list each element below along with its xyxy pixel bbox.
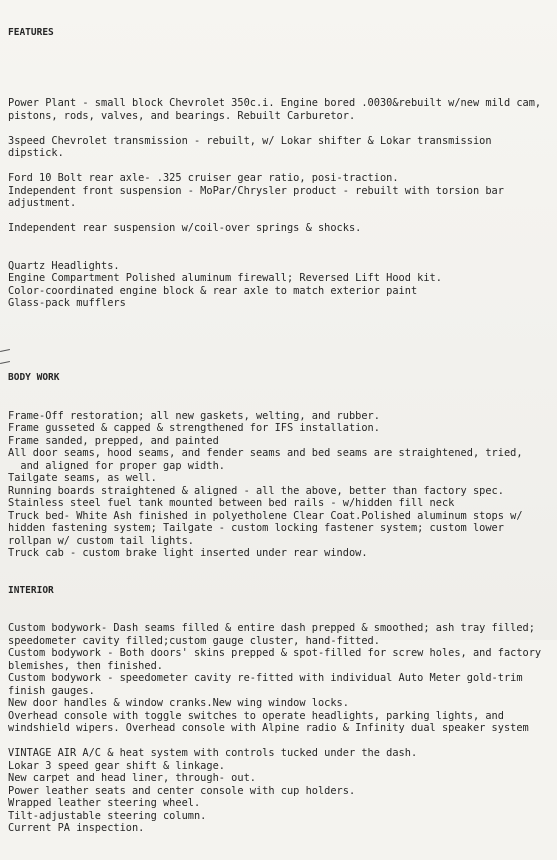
text-line: Ford 10 Bolt rear axle- .325 cruiser gear ratio, posi-traction.: [8, 172, 399, 184]
text-line: Custom bodywork - Both doors' skins prepped & spot-filled for screw holes, and factory: [8, 647, 542, 659]
text-line: New carpet and head liner, through- out.: [8, 772, 256, 784]
text-line: Current PA inspection.: [8, 822, 145, 834]
text-line: [8, 160, 555, 173]
text-line: New door handles & window cranks.New wing window locks.: [8, 697, 349, 709]
text-line: Power leather seats and center console with cup holders.: [8, 784, 356, 797]
text-line: 3speed Chevrolet transmission - rebuilt, w/ Lokar shifter & Lokar transmission: [8, 134, 492, 147]
text-line: Tailgate seams, as well.: [8, 472, 157, 484]
text-line: Color-coordinated engine block & rear axle to match exterior paint: [8, 284, 418, 297]
text-line: speedometer cavity filled;custom gauge cluster, hand-fitted.: [8, 634, 380, 647]
text-line: [8, 235, 555, 248]
text-line: All door seams, hood seams, and fender seams and bed seams are straightened, tried,: [8, 447, 523, 459]
text-line: Custom bodywork- Dash seams filled & entire dash prepped & smoothed; ash tray filled;: [8, 622, 535, 634]
text-line: Running boards straightened & aligned - all the above, better than factory spec.: [8, 484, 504, 497]
text-line: Quartz Headlights.: [8, 259, 120, 272]
text-line: VINTAGE AIR A/C & heat system with controls tucked under the dash.: [8, 747, 418, 759]
text-line: rollpan w/ custom tail lights.: [8, 534, 194, 547]
body-work-list: [8, 410, 555, 560]
features-list: [8, 97, 555, 310]
text-line: Engine Compartment Polished aluminum firewall; Reversed Lift Hood kit.: [8, 272, 442, 284]
text-line: [8, 247, 555, 260]
text-line: Frame-Off restoration; all new gaskets, welting, and rubber.: [8, 409, 380, 422]
text-line: Overhead console with toggle switches to operate headlights, parking lights, and: [8, 709, 504, 722]
interior-list: [8, 622, 555, 835]
text-line: adjustment.: [8, 197, 77, 209]
text-line: windshield wipers. Overhead console with Alpine radio & Infinity dual speaker system: [8, 722, 529, 734]
text-line: Lokar 3 speed gear shift & linkage.: [8, 759, 225, 772]
text-line: Independent front suspension - MoPar/Chrysler product - rebuilt with torsion bar: [8, 184, 504, 197]
text-line: dipstick.: [8, 147, 64, 159]
text-line: Power Plant - small block Chevrolet 350c.i. Engine bored .0030&rebuilt w/new mild cam,: [8, 97, 542, 109]
text-line: pistons, rods, valves, and bearings. Rebuilt Carburetor.: [8, 109, 356, 122]
text-line: [8, 210, 555, 223]
text-line: Tilt-adjustable steering column.: [8, 809, 207, 822]
text-line: Frame sanded, prepped, and painted: [8, 434, 219, 447]
text-line: [8, 122, 555, 135]
text-line: Stainless steel fuel tank mounted between bed rails - w/hidden fill neck: [8, 497, 455, 509]
interior-heading: INTERIOR: [8, 584, 54, 596]
text-line: finish gauges.: [8, 684, 95, 697]
text-line: Truck bed- White Ash finished in polyetholene Clear Coat.Polished aluminum stops w/: [8, 509, 523, 522]
features-heading: FEATURES: [8, 27, 54, 38]
text-line: Custom bodywork - speedometer cavity re-fitted with individual Auto Meter gold-trim: [8, 672, 523, 684]
text-line: Frame gusseted & capped & strengthened for IFS installation.: [8, 422, 380, 434]
text-line: Wrapped leather steering wheel.: [8, 797, 201, 809]
text-line: Truck cab - custom brake light inserted under rear window.: [8, 547, 368, 559]
text-line: Independent rear suspension w/coil-over springs & shocks.: [8, 222, 362, 234]
text-line: hidden fastening system; Tailgate - custom locking fastener system; custom lower: [8, 522, 504, 534]
text-line: [8, 735, 555, 748]
text-line: and aligned for proper gap width.: [8, 459, 225, 472]
text-line: blemishes, then finished.: [8, 659, 163, 672]
text-line: Glass-pack mufflers: [8, 297, 126, 309]
body-work-heading: BODY WORK: [8, 372, 60, 383]
spec-sheet-text: [8, 0, 555, 860]
